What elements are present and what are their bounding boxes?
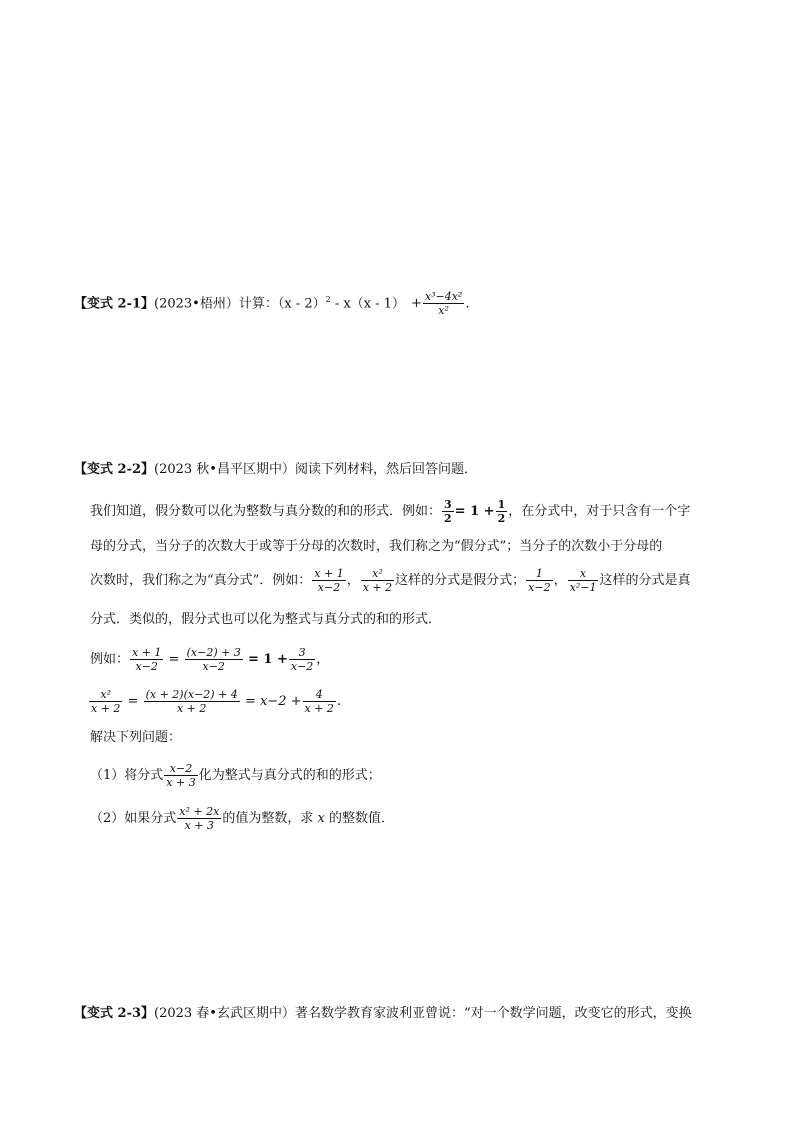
fraction-3-2: $\frac{3}{2}$ (444, 498, 452, 525)
fraction: $\frac{3}{x-2}$ (290, 646, 314, 673)
paragraph-line-1 (90, 498, 690, 525)
plus-sign: + (410, 296, 422, 312)
paragraph-line-3: 次数时，我们称之为“真分式”．例如： $\frac{x + 1}{x-2}$ ， $\frac{\text{x²}}{x + 2}$ 这样的分式是假分式； $\frac{1}{x-2}$ ， $\frac{x}{\text{x²−1}}$ 这样的分式是真 (90, 567, 691, 594)
paragraph-line-2: 母的分式，当分子的次数大于或等于分母的次数时，我们称之为“假分式”；当分子的次数小于分母的 (90, 539, 663, 554)
text: 例如： (90, 652, 130, 667)
fraction: $\frac{x + 1}{x-2}$ (132, 646, 162, 673)
source: (2023 春•玄武区期中） (154, 1006, 295, 1021)
fraction: $\frac{x-2}{x + 3}$ (166, 762, 196, 789)
text: ，在分式中，对于只含有一个字 (508, 504, 691, 519)
intro: 阅读下列材料，然后回答问题． (294, 462, 477, 477)
fraction: $\frac{\text{x²}}{x + 2}$ (91, 688, 121, 715)
text: 的整数值． (328, 811, 394, 826)
text: 次数时，我们称之为“真分式”．例如： (90, 573, 312, 588)
equation: = 1 + (454, 504, 495, 519)
fraction: $\frac{\text{x² + 2x}}{x + 3}$ (179, 805, 220, 832)
variant-2-3 (74, 1004, 692, 1024)
text: 化为整式与真分式的和的形式； (198, 768, 381, 783)
text: 的值为整数，求 (222, 811, 314, 826)
fraction-b: $\frac{\text{x²}}{x + 2}$ (362, 567, 393, 594)
text: （1）将分式 (90, 768, 164, 783)
fraction-1-2: $\frac{1}{2}$ (497, 498, 506, 525)
variant-2-2-heading (74, 460, 477, 480)
fraction-a: $\frac{x + 1}{x-2}$ (314, 567, 344, 594)
example-2: $\frac{\text{x²}}{x + 2}$ = $\frac{(x + 2)(x-2) + 4}{x + 2}$ = x−2 + $\frac{4}{x + 2}$ . (91, 688, 342, 715)
problem-text-2: - x（x - 1） (330, 296, 405, 312)
exponent: 2 (325, 295, 331, 304)
question-2 (90, 805, 394, 832)
text: 这样的分式是真 (599, 573, 691, 588)
variant-tag: 【变式 2-2】 (74, 462, 155, 477)
question-1 (90, 762, 381, 789)
fraction-c: $\frac{1}{x-2}$ (528, 567, 551, 594)
period: . (465, 296, 470, 312)
paragraph-line-4: 分式．类似的，假分式也可以化为整式与真分式的和的形式． (90, 612, 442, 627)
variable: x (317, 811, 325, 826)
fraction-d: $\frac{x}{\text{x²−1}}$ (569, 567, 597, 594)
solve-heading: 解决下列问题： (90, 730, 182, 745)
text: 这样的分式是假分式； (395, 573, 526, 588)
source: (2023 秋•昌平区期中） (154, 462, 295, 477)
example-1: 例如： $\frac{x + 1}{x-2}$ = $\frac{(x-2) + 3}{x-2}$ = 1 + $\frac{3}{x-2}$ ， (90, 646, 330, 673)
text: 我们知道，假分数可以化为整数与真分数的和的形式．例如： (90, 504, 442, 519)
fraction: $\frac{(x-2) + 3}{x-2}$ (186, 646, 241, 673)
text: （2）如果分式 (90, 811, 177, 826)
equation: = x−2 + (244, 694, 302, 709)
equation: = 1 + (247, 652, 288, 667)
source: (2023•梧州） (154, 296, 239, 312)
problem-text: 计算：（x - 2） (238, 296, 326, 312)
variant-tag: 【变式 2-1】 (74, 296, 155, 312)
variant-tag: 【变式 2-3】 (74, 1006, 155, 1021)
variant-2-1 (74, 290, 469, 317)
problem-text: 著名数学教育家波利亚曾说：“对一个数学问题，改变它的形式，变换 (294, 1006, 692, 1021)
fraction: $\frac{(x + 2)(x-2) + 4}{x + 2}$ (145, 688, 238, 715)
fraction: $\frac{\text{x³−4x²}}{\text{x²}}$ (424, 290, 463, 318)
fraction: $\frac{4}{x + 2}$ (304, 688, 334, 715)
